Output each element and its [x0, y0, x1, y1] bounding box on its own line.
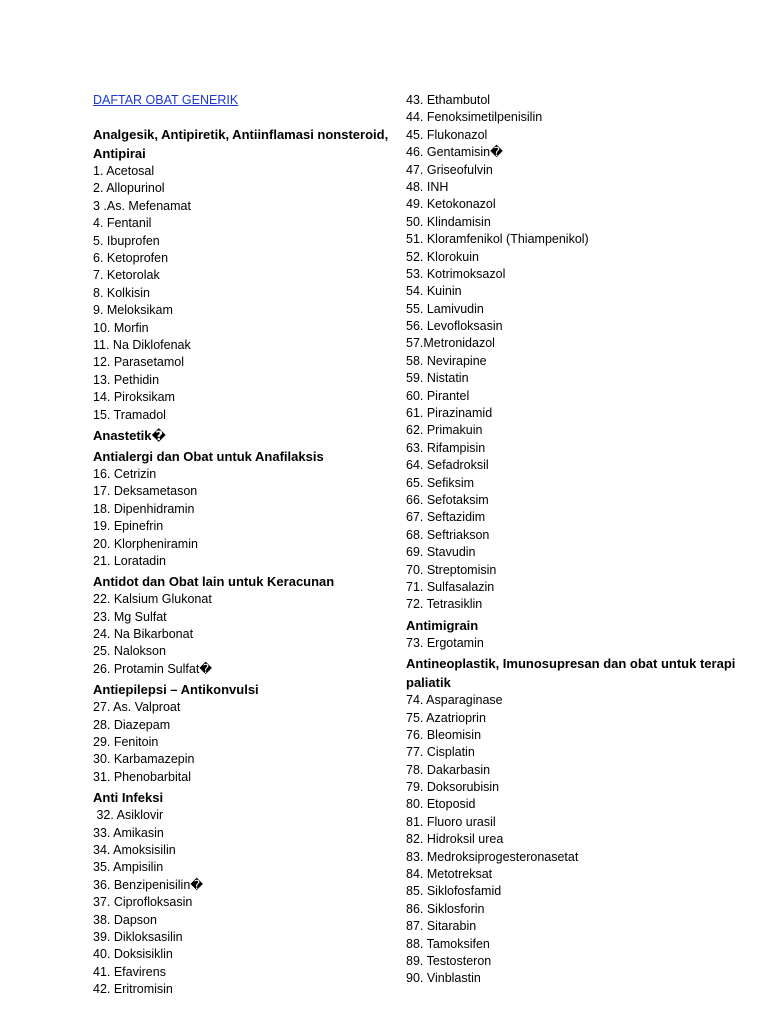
drug-list-item: 29. Fenitoin: [93, 735, 159, 750]
drug-section: [93, 426, 393, 445]
section-heading: Analgesik, Antipiretik, Antiinflamasi nonsteroid, Antipirai: [93, 127, 389, 162]
drug-section: [93, 125, 393, 424]
drug-list-item: 82. Hidroksil urea: [406, 832, 504, 847]
document-title-link[interactable]: DAFTAR OBAT GENERIK: [93, 93, 239, 107]
drug-list-item: 71. Sulfasalazin: [406, 579, 495, 594]
drug-list-item: 46. Gentamisin�: [406, 145, 503, 160]
drug-list-item: 72. Tetrasiklin: [406, 597, 483, 612]
drug-list-item: 57.Metronidazol: [406, 336, 495, 351]
drug-list-item: 70. Streptomisin: [406, 562, 497, 577]
drug-list-item: 50. Klindamisin: [406, 214, 491, 229]
drug-list-item: 11. Na Diklofenak: [93, 337, 191, 352]
drug-list: [93, 591, 393, 678]
drug-list-item: 18. Dipenhidramin: [93, 501, 195, 516]
drug-list-item: 13. Pethidin: [93, 372, 160, 387]
section-heading: Antiepilepsi – Antikonvulsi: [93, 682, 259, 698]
drug-list-item: 28. Diazepam: [93, 717, 171, 732]
drug-list-item: 12. Parasetamol: [93, 355, 185, 370]
right-sections: [406, 92, 736, 988]
drug-list-item: 16. Cetrizin: [93, 466, 157, 481]
drug-list: [93, 699, 393, 786]
drug-list-item: 56. Levofloksasin: [406, 319, 503, 334]
left-column: [93, 92, 393, 998]
section-heading: Antineoplastik, Imunosupresan dan obat untuk terapi paliatik: [406, 656, 736, 691]
drug-list-item: 47. Griseofulvin: [406, 162, 493, 177]
left-sections: [93, 125, 393, 998]
drug-list-item: 39. Dikloksasilin: [93, 929, 183, 944]
drug-list-item: 31. Phenobarbital: [93, 769, 191, 784]
drug-section: [406, 616, 736, 652]
drug-list-item: 45. Flukonazol: [406, 127, 488, 142]
drug-list-item: 10. Morfin: [93, 320, 149, 335]
drug-list-item: 41. Efavirens: [93, 964, 166, 979]
drug-list-item: 19. Epinefrin: [93, 519, 164, 534]
drug-list-item: 7. Ketorolak: [93, 268, 160, 283]
drug-list-item: 59. Nistatin: [406, 371, 469, 386]
section-heading: Anti Infeksi: [93, 790, 164, 806]
drug-list-item: 65. Sefiksim: [406, 475, 475, 490]
drug-list-item: 24. Na Bikarbonat: [93, 627, 194, 642]
drug-list-item: 74. Asparaginase: [406, 693, 503, 708]
drug-list-item: 62. Primakuin: [406, 423, 483, 438]
drug-list: [406, 635, 736, 652]
drug-list-item: 21. Loratadin: [93, 553, 166, 568]
section-heading: Antimigrain: [406, 617, 479, 633]
drug-section: [406, 92, 736, 614]
drug-list-item: 17. Deksametason: [93, 484, 198, 499]
drug-list: [93, 807, 393, 998]
drug-list-item: 48. INH: [406, 179, 449, 194]
drug-list-item: 52. Klorokuin: [406, 249, 479, 264]
drug-section: [406, 654, 736, 988]
drug-list: [406, 92, 736, 614]
drug-list-item: 67. Seftazidim: [406, 510, 486, 525]
drug-list-item: 51. Kloramfenikol (Thiampenikol): [406, 232, 589, 247]
drug-list-item: 20. Klorpheniramin: [93, 536, 198, 551]
drug-list-item: 84. Metotreksat: [406, 867, 493, 882]
drug-list-item: 78. Dakarbasin: [406, 762, 491, 777]
drug-section: [93, 680, 393, 786]
drug-list-item: 73. Ergotamin: [406, 635, 484, 650]
right-column: [406, 92, 736, 988]
section-heading: Antidot dan Obat lain untuk Keracunan: [93, 574, 335, 590]
drug-list: [93, 163, 393, 424]
drug-list-item: 87. Sitarabin: [406, 919, 477, 934]
drug-list-item: 14. Piroksikam: [93, 390, 175, 405]
drug-list-item: 34. Amoksisilin: [93, 842, 176, 857]
drug-list-item: 44. Fenoksimetilpenisilin: [406, 110, 543, 125]
drug-list-item: 53. Kotrimoksazol: [406, 266, 506, 281]
drug-list-item: 2. Allopurinol: [93, 181, 165, 196]
drug-section: [93, 788, 393, 998]
drug-section: [93, 572, 393, 678]
drug-list-item: 6. Ketoprofen: [93, 251, 169, 266]
drug-list-item: 4. Fentanil: [93, 216, 152, 231]
drug-list-item: 30. Karbamazepin: [93, 752, 195, 767]
drug-list-item: 81. Fluoro urasil: [406, 814, 496, 829]
drug-list-item: 85. Siklofosfamid: [406, 884, 502, 899]
drug-list-item: 60. Pirantel: [406, 388, 470, 403]
drug-list-item: 36. Benzipenisilin�: [93, 877, 204, 892]
drug-section: [93, 447, 393, 570]
drug-list-item: 79. Doksorubisin: [406, 780, 500, 795]
drug-list-item: 54. Kuinin: [406, 284, 462, 299]
drug-list-item: 83. Medroksiprogesteronasetat: [406, 849, 579, 864]
drug-list-item: 64. Sefadroksil: [406, 458, 489, 473]
drug-list-item: 77. Cisplatin: [406, 745, 475, 760]
drug-list-item: 25. Nalokson: [93, 644, 166, 659]
drug-list-item: 88. Tamoksifen: [406, 936, 490, 951]
drug-list-item: 86. Siklosforin: [406, 901, 485, 916]
drug-list-item: 66. Sefotaksim: [406, 492, 489, 507]
drug-list-item: 23. Mg Sulfat: [93, 609, 167, 624]
drug-list-item: 33. Amikasin: [93, 825, 164, 840]
drug-list-item: 58. Nevirapine: [406, 353, 487, 368]
drug-list-item: 80. Etoposid: [406, 797, 476, 812]
drug-list-item: 1. Acetosal: [93, 164, 155, 179]
section-heading: Anastetik�: [93, 427, 166, 443]
drug-list-item: 49. Ketokonazol: [406, 197, 496, 212]
drug-list-item: 61. Pirazinamid: [406, 406, 493, 421]
drug-list: [406, 692, 736, 988]
drug-list-item: 8. Kolkisin: [93, 285, 150, 300]
drug-list-item: 89. Testosteron: [406, 953, 492, 968]
drug-list-item: 63. Rifampisin: [406, 440, 486, 455]
drug-list-item: 55. Lamivudin: [406, 301, 484, 316]
drug-list-item: 37. Ciprofloksasin: [93, 895, 193, 910]
section-heading: Antialergi dan Obat untuk Anafilaksis: [93, 448, 324, 464]
drug-list-item: 76. Bleomisin: [406, 727, 482, 742]
drug-list-item: 43. Ethambutol: [406, 93, 491, 107]
drug-list-item: 42. Eritromisin: [93, 982, 173, 997]
drug-list-item: 27. As. Valproat: [93, 700, 181, 715]
drug-list-item: 26. Protamin Sulfat�: [93, 661, 213, 676]
drug-list-item: 69. Stavudin: [406, 545, 476, 560]
drug-list-item: 3 .As. Mefenamat: [93, 198, 191, 213]
drug-list-item: 22. Kalsium Glukonat: [93, 592, 212, 607]
drug-list-item: 15. Tramadol: [93, 407, 166, 422]
drug-list-item: 40. Doksisiklin: [93, 947, 173, 962]
drug-list-item: 90. Vinblastin: [406, 971, 481, 986]
drug-list-item: 68. Seftriakson: [406, 527, 490, 542]
drug-list-item: 32. Asiklovir: [93, 808, 164, 823]
drug-list-item: 5. Ibuprofen: [93, 233, 160, 248]
drug-list-item: 75. Azatrioprin: [406, 710, 486, 725]
drug-list-item: 38. Dapson: [93, 912, 157, 927]
drug-list-item: 35. Ampisilin: [93, 860, 164, 875]
drug-list: [93, 466, 393, 570]
drug-list-item: 9. Meloksikam: [93, 303, 173, 318]
